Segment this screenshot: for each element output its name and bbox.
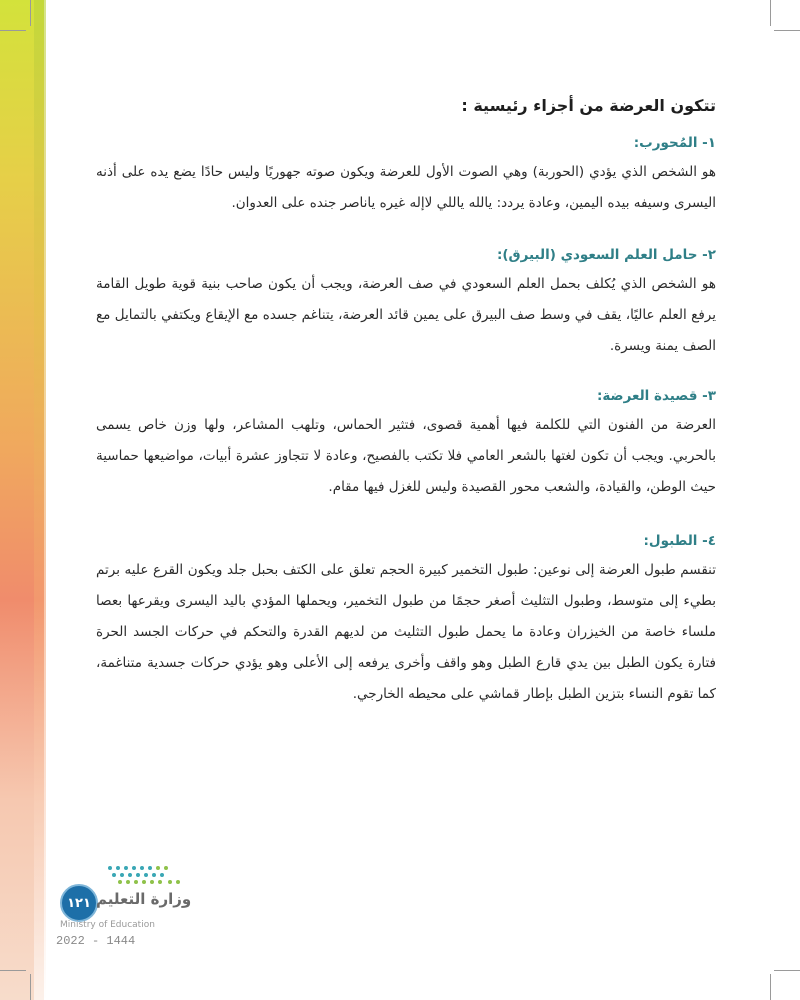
section-heading: ٣- قصيدة العرضة: xyxy=(596,388,716,404)
page-number: ١٢١ xyxy=(60,884,98,922)
section-heading: ١- المُحورب: xyxy=(633,135,716,151)
section-heading: ٢- حامل العلم السعودي (البيرق): xyxy=(496,247,716,263)
crop-mark xyxy=(0,970,26,971)
section-body: هو الشخص الذي يُكلف بحمل العلم السعودي في صف العرضة، ويجب أن يكون صاحب بنية قوية طويل القامة يرفع العلم عاليًا، يقف في وسط صف البيرق على يمين قائد العرضة، يتناغم جسده مع الإيقاع ويكتفي بالتمايل مع الصف يمنة ويسرة. xyxy=(96,276,716,354)
decorative-side-strip-inner xyxy=(34,0,46,1000)
section-drums xyxy=(96,533,716,710)
crop-mark xyxy=(30,974,31,1000)
section-flag-bearer xyxy=(96,247,716,362)
logo-dots-icon xyxy=(90,862,190,892)
crop-mark xyxy=(774,30,800,31)
page-content xyxy=(96,96,716,732)
ministry-name-english: Ministry of Education xyxy=(60,920,155,930)
page-title: تتكون العرضة من أجزاء رئيسية : xyxy=(461,96,716,115)
section-body: هو الشخص الذي يؤدي (الحوربة) وهي الصوت الأول للعرضة ويكون صوته جهوريًا وليس حادًا يضع يده على أذنه اليسرى وسيفه بيده اليمين، وعادة يردد: يالله ياللي لاإله غيره ياناصر جنده على العدوان. xyxy=(96,164,716,211)
crop-mark xyxy=(0,30,26,31)
section-body: العرضة من الفنون التي للكلمة فيها أهمية قصوى، فتثير الحماس، وتلهب المشاعر، ولها وزن خاص يسمى بالحربي. ويجب أن تكون لغتها بالشعر العامي فلا تكتب بالفصيح، وعادة لا تتجاوز عشرة أبيات، مواضيعها حماسية حيث الوطن، والقيادة، والشعب محور القصيدة وليس للغزل فيها مقام. xyxy=(96,417,716,495)
section-body: تنقسم طبول العرضة إلى نوعين: طبول التخمير كبيرة الحجم تعلق على الكتف بحبل جلد ويكون القرع عليه برتم بطيء إلى متوسط، وطبول التثليث أصغر حجمًا من طبول التخمير، ويحملها المؤدي باليد اليسرى ويقرعها بعصا ملساء خاصة من الخيزران وعادة ما يحمل طبول التثليث من لديهم القدرة والتحكم في حركات الجسد الحرة فتارة يكون الطبل بين يدي قارع الطبل وهو واقف وأخرى يرفعه إلى الأعلى وهو يؤدي حركات جسدية متناغمة، كما تقوم النساء بتزين الطبل بإطار قماشي على محيطه الخارجي. xyxy=(96,562,716,702)
edition-year: 2022 - 1444 xyxy=(56,934,136,948)
crop-mark xyxy=(774,970,800,971)
crop-mark xyxy=(770,974,771,1000)
section-muhawrib xyxy=(96,135,716,219)
crop-mark xyxy=(30,0,31,26)
ministry-logo xyxy=(54,862,192,962)
section-poem xyxy=(96,388,716,503)
ministry-name-arabic: وزارة التعليم xyxy=(96,890,192,908)
section-heading: ٤- الطبول: xyxy=(643,533,716,549)
crop-mark xyxy=(770,0,771,26)
